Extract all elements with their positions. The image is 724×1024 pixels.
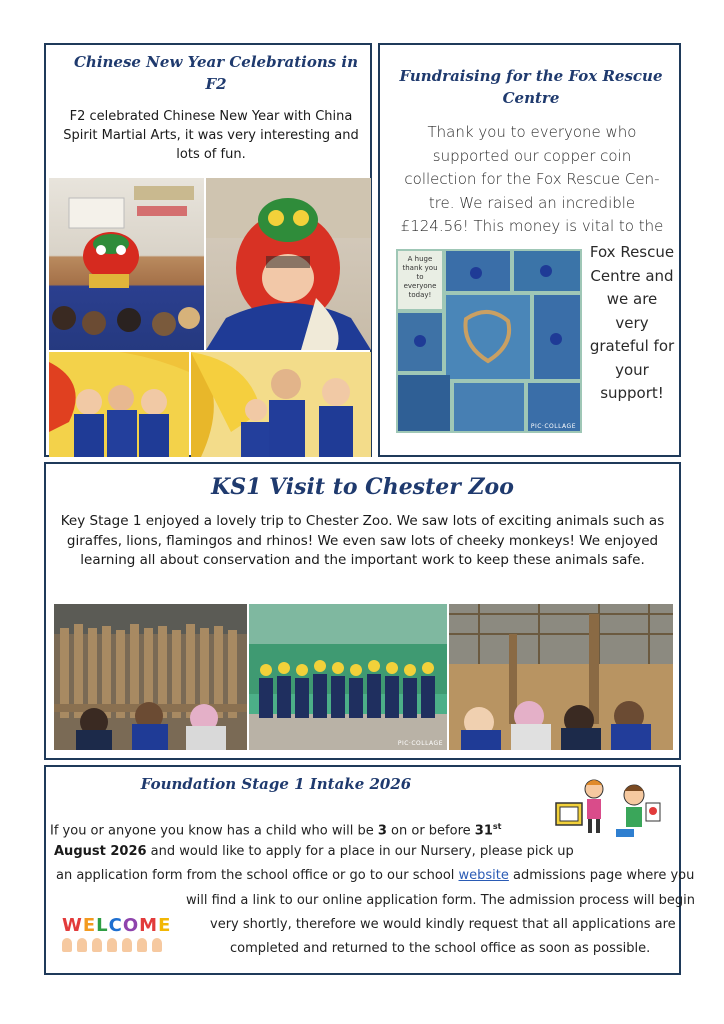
welcome-letter: M xyxy=(139,915,159,936)
foundation-day: 31 xyxy=(474,823,493,839)
cny-title: Chinese New Year Celebrations in F2 xyxy=(73,53,359,93)
website-link[interactable]: website xyxy=(458,868,509,883)
fox-body: Thank you to everyone who supported our copper coin collection for the Fox Rescue Cen- tre. We raised an incredible £124.56! This money is vital to the xyxy=(400,123,664,235)
zoo-title: KS1 Visit to Chester Zoo xyxy=(211,474,514,500)
foundation-line-4: will find a link to our online application form. The admission process will begin xyxy=(186,893,696,908)
welcome-letter: E xyxy=(82,915,97,936)
foundation-age: 3 xyxy=(377,823,387,839)
cny-body: F2 celebrated Chinese New Year with China Spirit Martial Arts, it was very interesting and lots of fun. xyxy=(63,109,359,162)
chinese-new-year-panel xyxy=(44,43,372,457)
foundation-line-5: very shortly, therefore we would kindly request that all applications are xyxy=(210,917,676,932)
welcome-letter: C xyxy=(108,915,123,936)
foundation-line-1b: on or before xyxy=(386,823,475,839)
zoo-body: Key Stage 1 enjoyed a lovely trip to Chester Zoo. We saw lots of exciting animals such as giraffes, lions, flamingos and rhinos! We even saw lots of cheeky monkeys! We enjoyed learning all about conservation and the important work to keep these animals safe. xyxy=(60,513,665,568)
foundation-line-1 xyxy=(50,817,501,841)
zoo-photo-enclosure xyxy=(449,604,673,750)
fox-body-side: Fox Rescue Centre and we are very grateful for your support! xyxy=(589,243,675,402)
fox-collage xyxy=(396,249,582,433)
foundation-line-2-rest: and would like to apply for a place in our Nursery, please pick up xyxy=(146,844,574,859)
foundation-line-3a: an application form from the school office or go to our school xyxy=(56,868,459,883)
foundation-line-3 xyxy=(56,866,694,886)
welcome-figures xyxy=(62,938,171,954)
welcome-letter: O xyxy=(122,915,140,936)
chester-zoo-panel xyxy=(44,462,681,760)
children-drawing-clipart xyxy=(554,777,662,841)
foundation-intake-panel xyxy=(44,765,696,975)
fox-collage-brand: PIC·COLLAGE xyxy=(530,423,576,430)
foundation-title: Foundation Stage 1 Intake 2026 xyxy=(140,775,412,793)
cny-photo-child-mask xyxy=(206,178,371,350)
foundation-day-suffix: st xyxy=(492,822,502,831)
foundation-line-3b: admissions page where you xyxy=(508,868,695,883)
fox-collage-note: A huge thank you to everyone today! xyxy=(402,255,438,299)
zoo-photo-group xyxy=(249,604,447,750)
cny-photo-lion-hall xyxy=(49,178,204,350)
foundation-line-2 xyxy=(54,842,574,862)
foundation-line-6: completed and returned to the school office as soon as possible. xyxy=(230,941,651,956)
zoo-photo-fence xyxy=(54,604,247,750)
zoo-collage-brand: PIC·COLLAGE xyxy=(397,740,443,747)
fox-title: Fundraising for the Fox Rescue Centre xyxy=(399,67,663,107)
welcome-letter: E xyxy=(158,915,172,936)
cny-photo-children-yellow xyxy=(191,352,371,457)
foundation-date: August 2026 xyxy=(54,844,147,859)
welcome-sign xyxy=(62,915,171,954)
foundation-line-1a: If you or anyone you know has a child who will be xyxy=(50,823,378,839)
fox-rescue-panel xyxy=(378,43,681,457)
cny-photo-children-fur xyxy=(49,352,189,457)
welcome-letter: L xyxy=(96,915,109,936)
welcome-letter: W xyxy=(62,915,83,936)
